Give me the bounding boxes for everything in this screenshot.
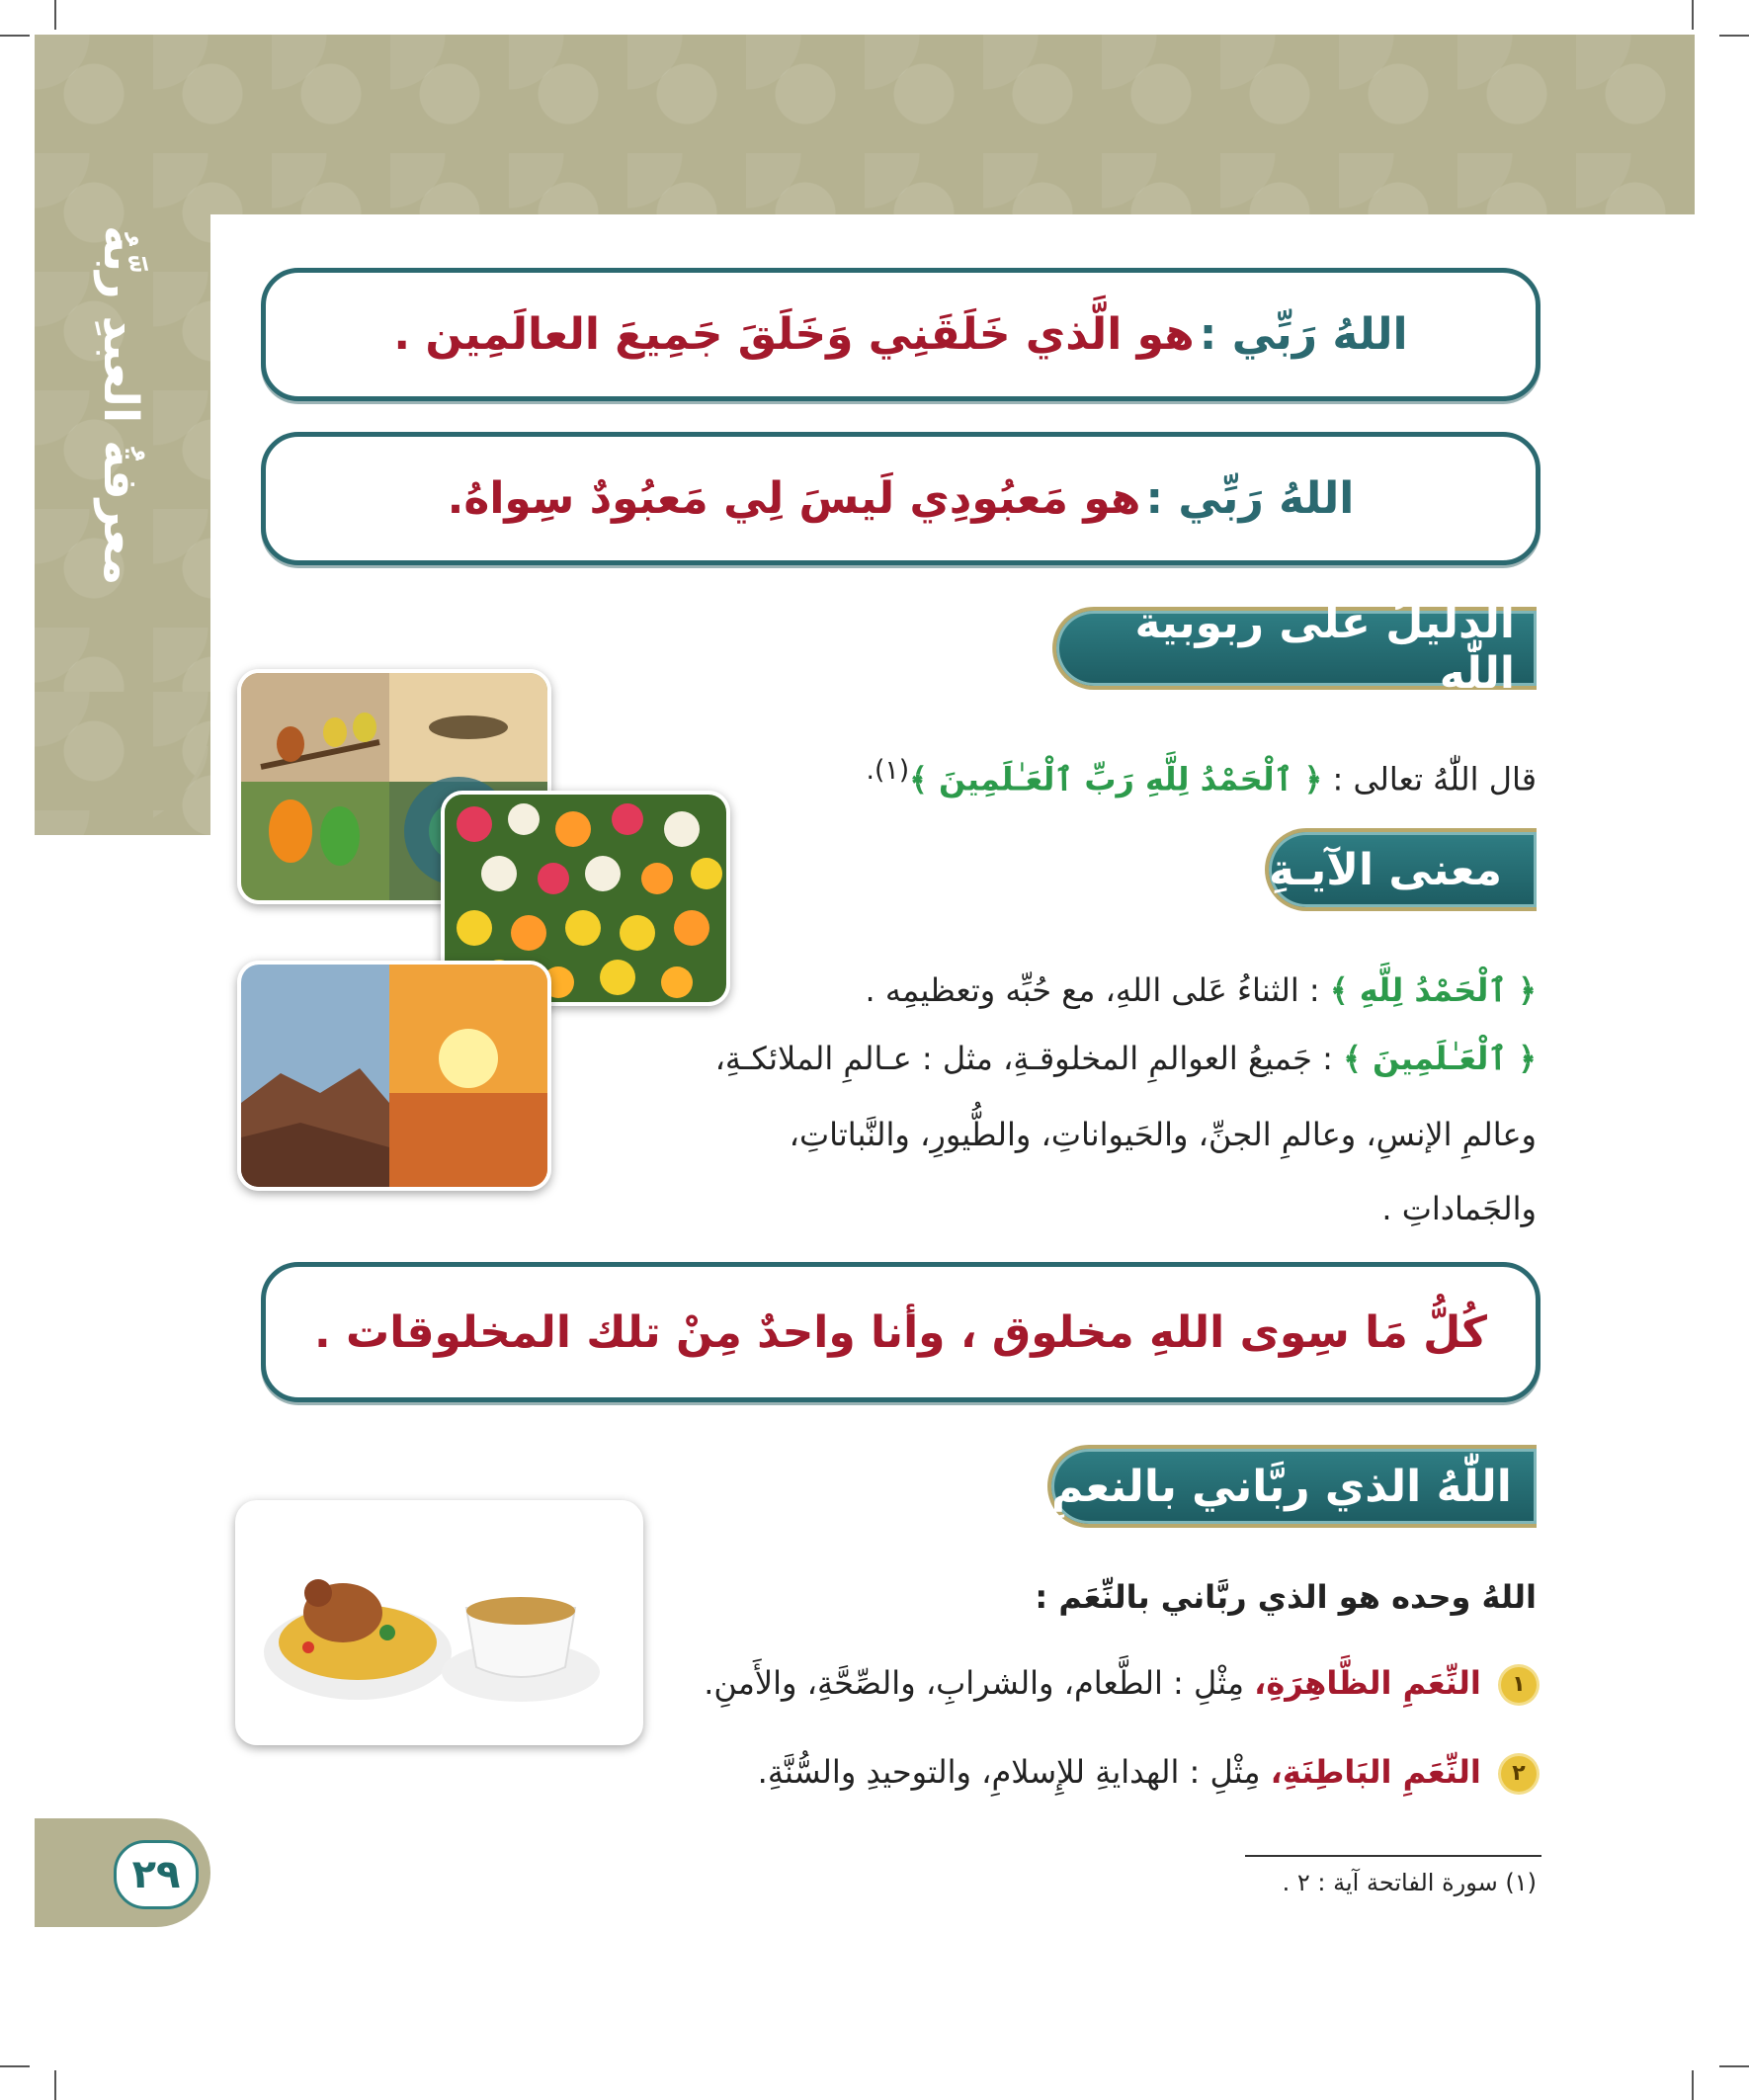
creation-box [261,1262,1541,1402]
box3-text: كُلُّ مَا سِوى اللهِ مخلوق ، وأنا واحدٌ مِنْ تلك المخلوقات . [313,1306,1488,1358]
blessing-item-1 [652,1655,1537,1711]
crop-mark [54,2070,56,2100]
verse-footnote-ref: (١). [866,755,910,786]
food-illustration [239,1504,639,1741]
blessing-item-2 [652,1744,1537,1800]
section-header-meaning [1265,828,1537,911]
blessing-item-2-text: مِثْلِ : الهدايةِ للإِسلامِ، والتوحيدِ والسُّنَّةِ. [757,1753,1261,1791]
section-header-evidence [1052,598,1537,699]
meaning-line-3: وعالمِ الإنسِ، وعالمِ الجنِّ، والحَيواناتِ، والطُّيورِ، والنَّباتاتِ، [789,1116,1537,1153]
meaning-line-2 [553,1031,1537,1086]
box1-text: هو الَّذي خَلَقَنِي وَخَلَقَ جَمِيعَ العالَمِين . [393,309,1195,360]
desert-illustration [241,965,547,1187]
term-alalamin: ﴿ ٱلْعَـٰلَمِينَ ﴾ [1343,1040,1537,1077]
verse-intro: قال اللّٰهُ تعالى : [1332,760,1537,798]
page-number: ٢٩ [114,1840,199,1909]
section2-title: معنى الآيـةِ [1269,844,1502,895]
food-photo [235,1500,643,1745]
blessings-lead: اللهُ وحده هو الذي ربَّاني بالنِّعَم : [1035,1578,1537,1616]
blessing-item-1-text: مِثْلِ : الطَّعام، والشرابِ، والصِّحَّةِ، والأَمنِ. [704,1664,1244,1702]
bullet-number-icon: ١ [1501,1667,1537,1703]
top-decorative-band [35,35,1695,214]
term-alhamdulillah: ﴿ ٱلْحَمْدُ لِلَّهِ ﴾ [1329,971,1537,1009]
bullet-number-icon: ٢ [1501,1756,1537,1792]
blessing-item-1-term: النِّعَمِ الظَّاهِرَةِ، [1254,1664,1481,1702]
crop-mark [1719,2065,1749,2067]
def-alhamdulillah: : الثناءُ عَلى اللهِ، مع حُبِّه وتعظيمِه . [865,971,1320,1009]
section-header-blessings [1047,1445,1537,1528]
crop-mark [54,0,56,30]
footnote-divider [1245,1855,1541,1857]
crop-mark [1692,0,1694,30]
chapter-side-title: معرفةُ العبدِ ربَّهُ [93,224,148,586]
meaning-line-1 [751,963,1537,1018]
crop-mark [1692,2070,1694,2100]
definition-box-2 [261,432,1541,565]
desert-photo [237,961,551,1191]
box2-text: هو مَعبُودِي لَيسَ لِي مَعبُودٌ سِواهُ. [447,473,1141,524]
definition-box-1 [261,268,1541,401]
section1-title: الدليلُ على ربوبية اللّٰهِ [1134,598,1515,699]
box1-key: اللهُ رَبِّي : [1199,309,1408,360]
meaning-line-4: والجَماداتِ . [1381,1190,1537,1227]
crop-mark [0,2065,30,2067]
crop-mark [1719,35,1749,37]
crop-mark [0,35,30,37]
def-alalamin-1: : جَميعُ العوالمِ المخلوقـةِ، مثل : عـالمِ الملائكـةِ، [714,1040,1333,1077]
section3-title: اللّٰهُ الذي ربَّاني بالنعمِ [1051,1461,1512,1512]
footnote: (١) سورة الفاتحة آية : ٢ . [1282,1869,1537,1896]
verse-line [791,743,1537,802]
box2-key: اللهُ رَبِّي : [1145,473,1355,524]
verse-text: ﴿ ٱلْحَمْدُ لِلَّهِ رَبِّ ٱلْعَـٰلَمِينَ ﴾ [909,760,1323,798]
blessing-item-2-term: النِّعَمِ البَاطِنَةِ، [1270,1753,1481,1791]
